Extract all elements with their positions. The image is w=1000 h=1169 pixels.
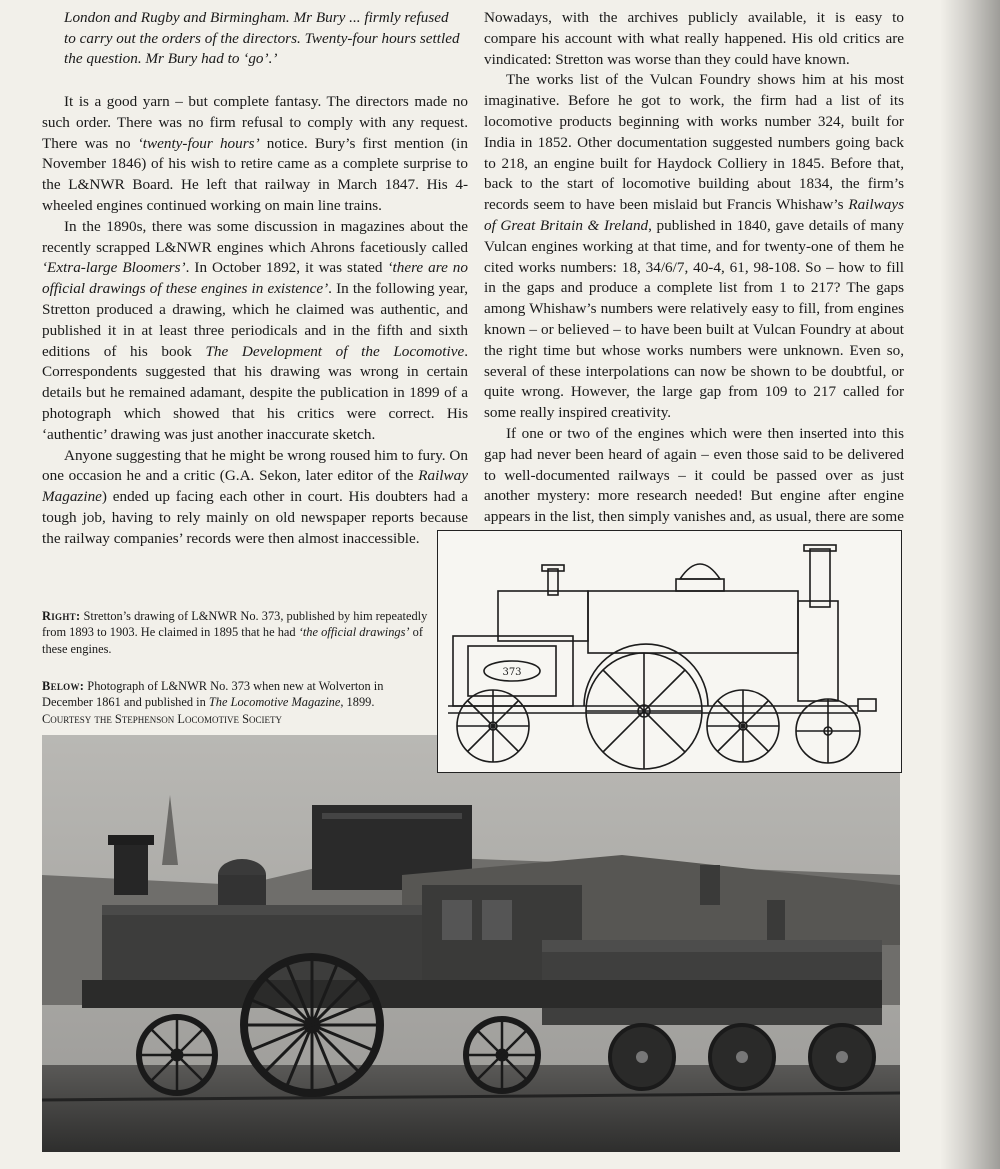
- quote-text: London and Rugby and Birmingham. Mr Bury ... firmly refused to carry out the orders of the directors. Twenty-four hours settled the question. Mr Bury had to ‘go’.’: [64, 9, 460, 67]
- right-column: [484, 8, 904, 549]
- page-spine-shadow: [940, 0, 1000, 1169]
- locomotive-drawing: [437, 530, 902, 773]
- drawing-number-plate: 373: [502, 667, 522, 678]
- caption-right: Right: Stretton’s drawing of L&NWR No. 373, published by him repeatedly from 1893 to 1903. He claimed in 1895 that he had ‘the official drawings’ of these engines.: [42, 609, 428, 656]
- right-paragraph-1: Nowadays, with the archives publicly available, it is easy to compare his account with what really happened. His old critics are vindicated: Stretton was worse than they could have known.: [484, 9, 904, 68]
- right-paragraph-2: The works list of the Vulcan Foundry shows him at his most imaginative. Before he got to work, the firm had a list of its locomotive products beginning with works number 324, built for India in 1852. Other documentation suggested numbers going back to 218, an engine built for Haydock Colliery in 1845. Before that, back to the start of locomotive building about 1834, the firm’s records seem to have been mislaid but Francis Whishaw’s Railways of Great Britain & Ireland, published in 1840, gave details of many Vulcan engines working at that time, and for twenty-one of them he cited works numbers: 18, 34/6/7, 40-4, 61, 98-108. So – how to fill in the gaps and produce a complete list from 1 to 217? The gaps among Whishaw’s numbers were relatively easy to fill, from engines known – or believed – to have been built at Vulcan Foundry at about the right time but whose works numbers were unknown. Even so, several of these interpolations can now be shown to be doubtful, or quite wrong. However, the large gap from 109 to 217 called for some really inspired creativity.: [484, 71, 904, 422]
- left-column: [42, 92, 468, 550]
- left-paragraph-2: In the 1890s, there was some discussion in magazines about the recently scrapped L&NWR engines which Ahrons facetiously called ‘Extra-large Bloomers’. In October 1892, it was stated ‘there are no official drawings of these engines in existence’. In the following year, Stretton produced a drawing, which he claimed was authentic, and published it in at least three periodicals and in the fifth and sixth editions of his book The Development of the Locomotive. Correspondents suggested that his drawing was wrong in certain details but he remained adamant, despite the publication in 1899 of a photograph which showed that his critics were correct. His ‘authentic’ drawing was just another inaccurate sketch.: [42, 217, 468, 443]
- left-paragraph-3: Anyone suggesting that he might be wrong roused him to fury. On one occasion he and a critic (G.A. Sekon, later editor of the Railway Magazine) ended up facing each other in court. His doubters had a tough job, having to rely mainly on old newspaper reports because the railway companies’ records were then almost inaccessible.: [42, 446, 468, 547]
- locomotive-photograph: [42, 735, 900, 1152]
- caption-right-label: Right:: [42, 609, 81, 623]
- left-paragraph-1: It is a good yarn – but complete fantasy. The directors made no such order. There was no firm refusal to comply with any request. There was no ‘twenty-four hours’ notice. Bury’s first mention (in November 1846) of his wish to retire came as a complete surprise to the L&NWR Board. He left that railway in March 1847. His 4-wheeled engines continued working on main line trains.: [42, 93, 468, 214]
- right-paragraph-3: If one or two of the engines which were then inserted into this gap had never been heard of again – even those said to be delivered to well-documented railways – it could be passed over as just another mystery: more research needed! But engine after engine appears in the list, then simply vanishes and, as usual, there are some: [484, 424, 904, 526]
- quote-block: [64, 8, 464, 70]
- caption-below-label: Below:: [42, 679, 85, 693]
- photo-credit: Courtesy the Stephenson Locomotive Society: [42, 711, 282, 726]
- caption-below: Below: Photograph of L&NWR No. 373 when new at Wolverton in December 1861 and published in The Locomotive Magazine, 1899. Courtesy the Stephenson Locomotive Society: [42, 679, 384, 726]
